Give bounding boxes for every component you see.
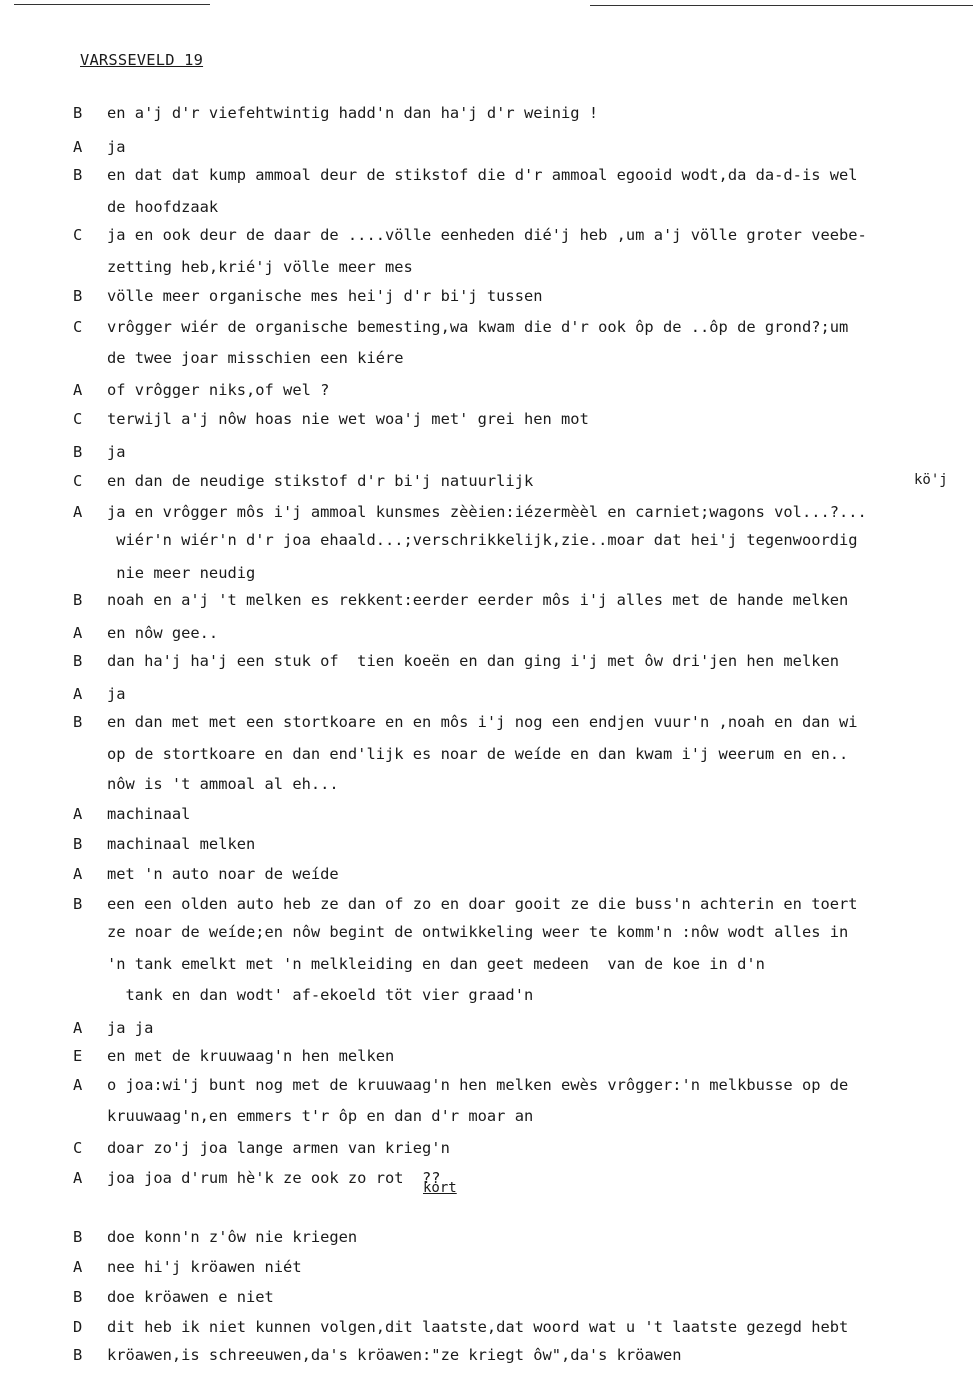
speaker-label: B	[73, 1288, 83, 1306]
margin-note: kö'j	[914, 472, 948, 488]
transcript-line: vrôgger wiér de organische bemesting,wa kwam die d'r ook ôp de ..ôp de grond?;um	[107, 318, 849, 336]
transcript-line: ja	[107, 685, 126, 703]
transcript-line: völle meer organische mes hei'j d'r bi'j tussen	[107, 287, 543, 305]
transcript-line: ja ja	[107, 1019, 154, 1037]
transcript-line: ja en vrôgger môs i'j ammoal kunsmes zèèien:iézermèèl en carniet;wagons vol...?...	[107, 503, 867, 521]
transcript-line: op de stortkoare en dan end'lijk es noar de weíde en dan kwam i'j weerum en en..	[107, 745, 849, 763]
transcript-line: en nôw gee..	[107, 624, 219, 642]
speaker-label: B	[73, 287, 83, 305]
transcript-line: machinaal melken	[107, 835, 256, 853]
speaker-label: B	[73, 591, 83, 609]
speaker-label: C	[73, 318, 83, 336]
transcript-line: terwijl a'j nôw hoas nie wet woa'j met' grei hen mot	[107, 410, 589, 428]
page-heading: VARSSEVELD 19	[80, 51, 204, 69]
transcript-line: doar zo'j joa lange armen van krieg'n	[107, 1139, 450, 1157]
transcript-line: zetting heb,krié'j völle meer mes	[107, 258, 413, 276]
speaker-label: B	[73, 443, 83, 461]
transcript-line: dit heb ik niet kunnen volgen,dit laatste,dat woord wat u 't laatste gezegd hebt	[107, 1318, 849, 1336]
speaker-label: A	[73, 624, 83, 642]
transcript-line: en dat dat kump ammoal deur de stikstof die d'r ammoal egooid wodt,da da-d-is wel	[107, 166, 858, 184]
transcript-line: een een olden auto heb ze dan of zo en doar gooit ze die buss'n achterin en toert	[107, 895, 858, 913]
transcript-line: 'n tank emelkt met 'n melkleiding en dan geet medeen van de koe in d'n	[107, 955, 765, 973]
speaker-label: B	[73, 1346, 83, 1364]
transcript-line: noah en a'j 't melken es rekkent:eerder eerder môs i'j alles met de hande melken	[107, 591, 849, 609]
speaker-label: A	[73, 1076, 83, 1094]
speaker-label: A	[73, 138, 83, 156]
inline-correction: kort	[423, 1180, 457, 1196]
transcript-line: o joa:wi'j bunt nog met de kruuwaag'n hen melken ewès vrôgger:'n melkbusse op de	[107, 1076, 849, 1094]
speaker-label: B	[73, 713, 83, 731]
transcript-line: doe kröawen e niet	[107, 1288, 274, 1306]
speaker-label: B	[73, 895, 83, 913]
speaker-label: B	[73, 652, 83, 670]
transcript-line: tank en dan wodt' af-ekoeld töt vier graad'n	[107, 986, 534, 1004]
transcript-line: machinaal	[107, 805, 191, 823]
speaker-label: C	[73, 410, 83, 428]
transcript-line: nôw is 't ammoal al eh...	[107, 775, 339, 793]
transcript-line: of vrôgger niks,of wel ?	[107, 381, 330, 399]
speaker-label: C	[73, 1139, 83, 1157]
transcript-line: en dan met met een stortkoare en en môs i'j nog een endjen vuur'n ,noah en dan wi	[107, 713, 858, 731]
transcript-line: en met de kruuwaag'n hen melken	[107, 1047, 395, 1065]
transcript-line: nee hi'j kröawen niét	[107, 1258, 302, 1276]
speaker-label: C	[73, 472, 83, 490]
transcript-line: joa joa d'rum hè'k ze ook zo rot ??	[107, 1169, 441, 1187]
speaker-label: A	[73, 865, 83, 883]
transcript-line: de hoofdzaak	[107, 198, 219, 216]
speaker-label: B	[73, 1228, 83, 1246]
transcript-line: nie meer neudig	[107, 564, 256, 582]
speaker-label: B	[73, 835, 83, 853]
transcript-line: ja en ook deur de daar de ....völle eenheden dié'j heb ,um a'j völle groter veebe-	[107, 226, 867, 244]
speaker-label: D	[73, 1318, 83, 1336]
transcript-line: kruuwaag'n,en emmers t'r ôp en dan d'r moar an	[107, 1107, 534, 1125]
transcript-line: met 'n auto noar de weíde	[107, 865, 339, 883]
transcript-line: kröawen,is schreeuwen,da's kröawen:"ze kriegt ôw",da's kröawen	[107, 1346, 682, 1364]
transcript-line: en a'j d'r viefehtwintig hadd'n dan ha'j d'r weinig !	[107, 104, 599, 122]
transcript-line: ja	[107, 443, 126, 461]
transcript-line: ja	[107, 138, 126, 156]
transcript-line: doe konn'n z'ôw nie kriegen	[107, 1228, 358, 1246]
transcript-line: wiér'n wiér'n d'r joa ehaald...;verschrikkelijk,zie..moar dat hei'j tegenwoordig	[107, 531, 858, 549]
speaker-label: E	[73, 1047, 83, 1065]
transcript-line: dan ha'j ha'j een stuk of tien koeën en dan ging i'j met ôw dri'jen hen melken	[107, 652, 840, 670]
speaker-label: A	[73, 1019, 83, 1037]
speaker-label: A	[73, 805, 83, 823]
speaker-label: A	[73, 381, 83, 399]
speaker-label: C	[73, 226, 83, 244]
transcript-line: ze noar de weíde;en nôw begint de ontwikkeling weer te komm'n :nôw wodt alles in	[107, 923, 849, 941]
speaker-label: B	[73, 104, 83, 122]
speaker-label: A	[73, 1258, 83, 1276]
speaker-label: A	[73, 503, 83, 521]
transcript-line: en dan de neudige stikstof d'r bi'j natuurlijk	[107, 472, 534, 490]
speaker-label: A	[73, 685, 83, 703]
speaker-label: A	[73, 1169, 83, 1187]
speaker-label: B	[73, 166, 83, 184]
transcript-line: de twee joar misschien een kiére	[107, 349, 404, 367]
